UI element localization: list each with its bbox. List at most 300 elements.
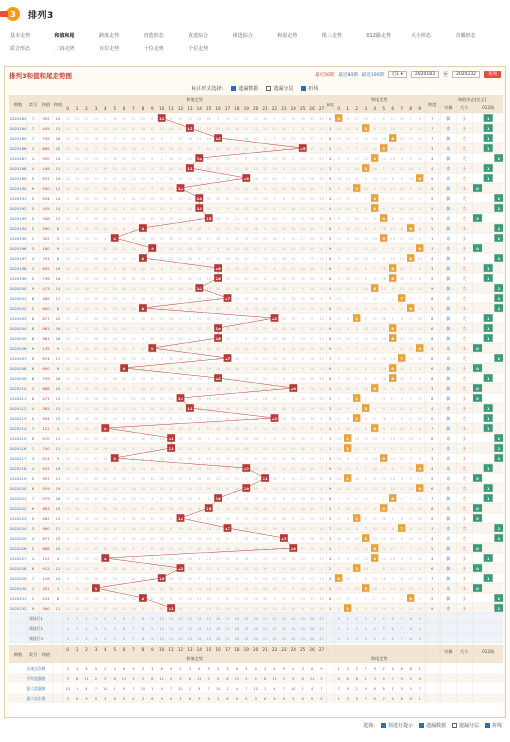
nav-item-4[interactable]: 直选综合 [188, 32, 233, 39]
sum-miss-value: 22 [169, 337, 173, 341]
row-prize: 471 [42, 396, 50, 401]
tail-miss-value: 9 [338, 157, 340, 161]
sum-miss-value: 9 [198, 607, 200, 611]
row-prize-sep: 7 [32, 136, 35, 141]
query-button[interactable]: 查询 [484, 71, 501, 78]
tail-miss-value: 6 [365, 367, 367, 371]
sum-miss-value: 6 [255, 427, 257, 431]
sum-miss-value: 21 [197, 467, 201, 471]
sum-miss-value: 35 [160, 147, 164, 151]
tail-miss-value: 14 [418, 157, 422, 161]
sum-miss-value: 25 [254, 527, 258, 531]
row-tail: 7 [329, 296, 332, 301]
nav-item-1[interactable]: 和值和尾 [55, 32, 100, 39]
predict-sum-cell: 1 [76, 627, 78, 631]
sum-miss-value: 14 [197, 177, 201, 181]
form-012-value: 1 [487, 427, 490, 431]
nav-item-7[interactable]: 组三走势 [322, 32, 367, 39]
form-012-value: 1 [487, 137, 490, 141]
predict-sum-cell: 9 [151, 637, 153, 641]
form-odd: 奇 [446, 506, 450, 511]
sum-miss-value: 23 [197, 167, 201, 171]
sum-miss-value: 3 [85, 447, 87, 451]
row-sum: 16 [56, 496, 61, 501]
row-sum: 16 [56, 266, 61, 271]
sum-miss-value: 14 [169, 247, 173, 251]
predict-sum-cell: 23 [282, 617, 286, 621]
sum-miss-value: 2 [236, 537, 238, 541]
tail-col-head: 5 [382, 106, 385, 111]
sum-miss-value: 37 [272, 497, 276, 501]
footer-option-line[interactable] [485, 722, 502, 729]
sum-miss-value: 27 [122, 557, 126, 561]
sum-miss-value: 24 [225, 557, 229, 561]
sum-miss-value: 32 [150, 597, 154, 601]
sum-miss-value: 16 [188, 497, 192, 501]
sum-miss-value: 22 [216, 297, 220, 301]
sum-miss-value: 34 [263, 347, 267, 351]
stats-sum-cell: 2 [208, 677, 210, 681]
sum-miss-value: 18 [282, 277, 286, 281]
row-sum: 19 [56, 176, 61, 181]
predict-sum-cell: 24 [291, 617, 295, 621]
nav-item-13[interactable]: 百位走势 [99, 45, 144, 52]
sum-miss-value: 19 [188, 287, 192, 291]
sum-miss-value: 19 [197, 397, 201, 401]
tail-miss-value: 11 [409, 517, 413, 521]
sum-miss-value: 21 [178, 147, 182, 151]
footer-header-tail: 和尾走势 [371, 655, 389, 662]
trend-nav [0, 32, 510, 52]
sum-miss-value: 34 [263, 197, 267, 201]
sum-miss-value: 37 [141, 347, 145, 351]
sum-col-head: 8 [142, 106, 145, 111]
sum-miss-value: 16 [75, 507, 79, 511]
sum-miss-value: 26 [254, 217, 258, 221]
sum-miss-value: 5 [245, 547, 247, 551]
tail-miss-value: 4 [401, 557, 403, 561]
sum-miss-value: 30 [254, 207, 258, 211]
form-012-value: 1 [487, 417, 490, 421]
tail-miss-value: 17 [355, 497, 359, 501]
tail-miss-value: 5 [356, 287, 358, 291]
sum-miss-value: 25 [75, 357, 79, 361]
sum-miss-value: 15 [263, 457, 267, 461]
sum-miss-value: 1 [264, 267, 266, 271]
sum-miss-value: 20 [197, 267, 201, 271]
predict-sum-cell: 5 [114, 637, 116, 641]
sum-miss-value: 20 [75, 167, 79, 171]
tail-miss-value: 14 [409, 607, 413, 611]
stats-sum-cell: 2 [132, 677, 134, 681]
sum-miss-value: 37 [131, 457, 135, 461]
form-odd: 偶 [446, 196, 450, 201]
predict-sum-cell: 5 [114, 627, 116, 631]
sum-hit-value: 9 [151, 246, 154, 251]
sum-miss-value: 28 [310, 177, 314, 181]
form-big: 大 [462, 336, 466, 341]
tail-miss-value: 20 [346, 187, 350, 191]
row-span: 3 [431, 526, 434, 531]
sum-miss-value: 5 [264, 187, 266, 191]
form-012-value: 0 [476, 507, 479, 511]
sum-miss-value: 6 [283, 167, 285, 171]
tail-miss-value: 9 [383, 407, 385, 411]
tail-miss-value: 16 [409, 167, 413, 171]
sum-hit-value: 17 [225, 526, 231, 531]
recent-50-link[interactable]: 最近50期 [315, 72, 334, 78]
footer-sum-col-head: 16 [215, 647, 221, 652]
sum-col-head: 1 [76, 106, 79, 111]
sum-miss-value: 34 [188, 417, 192, 421]
nav-item-12[interactable]: 二码走势 [55, 45, 100, 52]
sum-miss-value: 35 [75, 427, 79, 431]
sum-miss-value: 23 [122, 607, 126, 611]
sum-miss-value: 8 [123, 227, 125, 231]
row-prize: 554 [42, 196, 50, 201]
row-issue: 2020225 [10, 536, 27, 541]
sum-miss-value: 16 [225, 247, 229, 251]
row-issue: 2020206 [10, 346, 27, 351]
sum-miss-value: 13 [216, 417, 220, 421]
nav-item-8[interactable]: 012路走势 [366, 32, 411, 39]
sum-miss-value: 8 [76, 127, 78, 131]
tail-miss-value: 6 [347, 517, 349, 521]
sum-miss-value: 10 [291, 237, 295, 241]
checkbox-icon[interactable] [231, 86, 236, 91]
tail-hit-value: 6 [391, 266, 394, 271]
option-polyline[interactable] [301, 85, 318, 92]
predict-sum-cell: 5 [114, 617, 116, 621]
form-big: 小 [462, 306, 466, 311]
sum-miss-value: 8 [161, 267, 163, 271]
sum-miss-value: 22 [178, 227, 182, 231]
checkbox-icon[interactable] [266, 86, 271, 91]
predict-sum-cell: 0 [67, 637, 69, 641]
sum-miss-value: 31 [75, 367, 79, 371]
option-missing-layer[interactable] [266, 85, 293, 92]
tail-miss-value: 3 [338, 227, 340, 231]
checkbox-icon[interactable] [381, 723, 386, 728]
row-issue: 2020197 [10, 256, 27, 261]
sum-miss-value: 37 [178, 277, 182, 281]
sum-miss-value: 24 [160, 297, 164, 301]
sum-miss-value: 35 [272, 397, 276, 401]
nav-item-5[interactable]: 组选综合 [233, 32, 278, 39]
tail-miss-value: 20 [409, 237, 413, 241]
sum-miss-value: 2 [151, 607, 153, 611]
sum-miss-value: 15 [141, 117, 145, 121]
footer-sum-col-head: 12 [178, 647, 184, 652]
sum-miss-value: 4 [104, 177, 106, 181]
sum-miss-value: 12 [235, 217, 239, 221]
sum-miss-value: 20 [244, 377, 248, 381]
tail-miss-value: 7 [338, 497, 340, 501]
stats-tail-cell: 9 [401, 677, 403, 681]
row-issue: 2020232 [10, 606, 27, 611]
sum-miss-value: 18 [291, 207, 295, 211]
sum-miss-value: 17 [122, 257, 126, 261]
sum-miss-value: 1 [142, 447, 144, 451]
stats-tail-cell: 1 [419, 697, 421, 701]
tail-miss-value: 7 [419, 297, 421, 301]
sum-miss-value: 32 [188, 527, 192, 531]
row-prize-sep: 9 [32, 186, 35, 191]
row-prize-sep: 3 [32, 526, 35, 531]
sum-miss-value: 1 [226, 237, 228, 241]
tail-miss-value: 20 [337, 487, 341, 491]
sum-miss-value: 1 [123, 527, 125, 531]
recent-80-link[interactable]: 最近80期 [338, 72, 357, 78]
row-tail: 8 [329, 256, 332, 261]
sum-miss-value: 40 [235, 287, 239, 291]
row-sum: 16 [56, 376, 61, 381]
sum-miss-value: 4 [302, 577, 304, 581]
sum-miss-value: 29 [235, 447, 239, 451]
tail-miss-value: 10 [346, 137, 350, 141]
sum-miss-value: 33 [150, 217, 154, 221]
row-prize: 118 [42, 576, 50, 581]
sum-miss-value: 32 [160, 237, 164, 241]
sum-miss-value: 31 [263, 547, 267, 551]
nav-item-15[interactable]: 个位走势 [188, 45, 233, 52]
sum-miss-value: 36 [207, 117, 211, 121]
footer-sum-col-head: 7 [132, 647, 135, 652]
sum-miss-value: 31 [244, 227, 248, 231]
sum-miss-value: 36 [319, 347, 323, 351]
sum-miss-value: 40 [131, 577, 135, 581]
sum-miss-value: 2 [161, 177, 163, 181]
sum-miss-value: 40 [216, 357, 220, 361]
row-issue: 2020223 [10, 516, 27, 521]
row-prize-sep: 6 [32, 566, 35, 571]
sum-miss-value: 2 [264, 137, 266, 141]
sum-miss-value: 40 [272, 217, 276, 221]
app-header [0, 0, 510, 28]
tail-hit-value: 9 [418, 176, 421, 181]
sum-miss-value: 22 [272, 457, 276, 461]
option-missing-data[interactable] [231, 85, 258, 92]
checkbox-icon[interactable] [419, 723, 424, 728]
to-issue-input[interactable]: 2020232 [452, 71, 480, 78]
nav-item-3[interactable]: 直选形态 [144, 32, 189, 39]
tail-col-head: 1 [346, 106, 349, 111]
nav-item-6[interactable]: 和尾走势 [277, 32, 322, 39]
row-prize: 957 [42, 476, 50, 481]
sum-miss-value: 28 [103, 217, 107, 221]
predict-sum-cell: 1 [76, 617, 78, 621]
sum-miss-value: 11 [282, 207, 286, 211]
sum-miss-value: 12 [254, 327, 258, 331]
sum-col-head: 27 [319, 106, 325, 111]
checkbox-icon[interactable] [301, 86, 306, 91]
sum-miss-value: 18 [188, 347, 192, 351]
sum-miss-value: 11 [216, 527, 220, 531]
stats-tail-cell: 9 [374, 697, 376, 701]
sum-miss-value: 23 [141, 467, 145, 471]
sum-miss-value: 16 [310, 357, 314, 361]
footer-option-predict[interactable] [381, 722, 413, 729]
nav-item-11[interactable]: 质合形态 [10, 45, 55, 52]
sum-miss-value: 39 [141, 127, 145, 131]
sum-miss-value: 1 [311, 487, 313, 491]
sum-miss-value: 33 [282, 327, 286, 331]
stats-tail-cell: 3 [347, 697, 349, 701]
row-span: 6 [431, 506, 434, 511]
sum-miss-value: 34 [263, 377, 267, 381]
nav-item-14[interactable]: 十位走势 [144, 45, 189, 52]
tail-hit-value: 6 [391, 376, 394, 381]
row-prize-sep: 5 [32, 206, 35, 211]
form-012-value: 0 [476, 387, 479, 391]
form-012-value: 2 [498, 447, 501, 451]
row-issue: 2020209 [10, 376, 27, 381]
stats-sum-cell: 1 [226, 687, 228, 691]
predict-tail-cell: 3 [365, 627, 367, 631]
sum-miss-value: 32 [122, 307, 126, 311]
form-big: 大 [462, 496, 466, 501]
sum-hit-value: 5 [113, 236, 116, 241]
sum-miss-value: 36 [254, 477, 258, 481]
from-issue-input[interactable]: 2020183 [411, 71, 439, 78]
tail-miss-value: 20 [355, 237, 359, 241]
option-label: 遗漏分层 [273, 86, 293, 92]
tail-miss-value: 6 [374, 217, 376, 221]
tail-miss-value: 10 [337, 437, 341, 441]
sum-miss-value: 1 [76, 537, 78, 541]
tail-miss-value: 2 [356, 347, 358, 351]
recent-100-link[interactable]: 最近100期 [362, 72, 384, 78]
range-select[interactable]: 近1 ▾ [388, 71, 407, 78]
sum-miss-value: 17 [310, 337, 314, 341]
stats-sum-cell: 5 [292, 677, 294, 681]
tail-miss-value: 12 [373, 347, 377, 351]
checkbox-icon[interactable] [452, 723, 457, 728]
tail-miss-value: 9 [410, 157, 412, 161]
sum-miss-value: 21 [282, 437, 286, 441]
tail-miss-value: 3 [374, 277, 376, 281]
row-tail: 9 [329, 246, 332, 251]
sum-miss-value: 39 [113, 307, 117, 311]
checkbox-icon[interactable] [485, 723, 490, 728]
row-prize: 937 [42, 176, 50, 181]
tail-miss-value: 18 [337, 477, 341, 481]
tail-miss-value: 10 [391, 487, 395, 491]
stats-sum-cell: 3 [302, 667, 304, 671]
sum-miss-value: 39 [66, 467, 70, 471]
sum-miss-value: 34 [131, 527, 135, 531]
sum-miss-value: 24 [310, 307, 314, 311]
footer-option-layer[interactable] [452, 722, 479, 729]
tail-miss-value: 4 [410, 407, 412, 411]
sum-miss-value: 15 [66, 317, 70, 321]
sum-miss-value: 39 [122, 277, 126, 281]
sum-miss-value: 25 [254, 417, 258, 421]
row-sum: 12 [56, 396, 61, 401]
nav-item-2[interactable]: 跨度走势 [99, 32, 144, 39]
sum-miss-value: 36 [113, 587, 117, 591]
sum-miss-value: 15 [113, 387, 117, 391]
row-issue: 2020217 [10, 456, 27, 461]
row-span: 9 [431, 606, 434, 611]
tail-miss-value: 6 [365, 267, 367, 271]
sum-miss-value: 18 [84, 237, 88, 241]
sum-miss-value: 17 [84, 157, 88, 161]
sum-hit-value: 8 [142, 596, 145, 601]
stats-sum-cell: 3 [292, 697, 294, 701]
sum-miss-value: 20 [94, 597, 98, 601]
stats-sum-cell: 0 [142, 667, 144, 671]
sum-col-head: 22 [272, 106, 278, 111]
sum-miss-value: 38 [244, 557, 248, 561]
sum-miss-value: 2 [217, 207, 219, 211]
mark-options [5, 85, 505, 92]
predict-sum-cell: 2 [85, 617, 87, 621]
sum-miss-value: 25 [150, 307, 154, 311]
sum-miss-value: 23 [254, 497, 258, 501]
sum-miss-value: 20 [150, 197, 154, 201]
row-span: 8 [431, 316, 434, 321]
sum-miss-value: 39 [272, 167, 276, 171]
sum-miss-value: 38 [263, 147, 267, 151]
sum-miss-value: 2 [302, 257, 304, 261]
sum-miss-value: 9 [85, 247, 87, 251]
row-tail: 6 [329, 376, 332, 381]
nav-item-10[interactable]: 奇偶形态 [455, 32, 500, 39]
row-prize-sep: 5 [32, 196, 35, 201]
predict-sum-cell: 11 [169, 637, 173, 641]
sum-miss-value: 23 [178, 497, 182, 501]
sum-miss-value: 37 [188, 537, 192, 541]
tail-miss-value: 7 [410, 497, 412, 501]
nav-item-0[interactable]: 基本走势 [10, 32, 55, 39]
tail-miss-value: 7 [347, 147, 349, 151]
form-big: 小 [462, 256, 466, 261]
nav-item-9[interactable]: 大小形态 [411, 32, 456, 39]
sum-miss-value: 16 [301, 397, 305, 401]
form-012-value: 1 [487, 267, 490, 271]
stats-sum-cell: 7 [320, 687, 322, 691]
sum-miss-value: 18 [66, 547, 70, 551]
sum-miss-value: 22 [254, 237, 258, 241]
row-sum: 22 [56, 316, 61, 321]
trend-table-svg [9, 95, 503, 715]
sum-miss-value: 31 [103, 407, 107, 411]
sum-miss-value: 9 [151, 427, 153, 431]
tail-miss-value: 4 [374, 357, 376, 361]
tail-miss-value: 2 [419, 597, 421, 601]
header-tail: 和尾走势 [371, 96, 389, 103]
row-span: 1 [431, 236, 434, 241]
tail-miss-value: 4 [374, 407, 376, 411]
footer-option-missing[interactable] [419, 722, 446, 729]
sum-hit-value: 4 [104, 556, 107, 561]
row-sum: 15 [56, 216, 61, 221]
sum-miss-value: 40 [216, 177, 220, 181]
tail-hit-value: 8 [409, 306, 412, 311]
sum-miss-value: 24 [235, 187, 239, 191]
tail-miss-value: 11 [373, 317, 377, 321]
sum-miss-value: 32 [150, 127, 154, 131]
footer-sum-col-head: 14 [197, 647, 203, 652]
sum-miss-value: 15 [160, 557, 164, 561]
tail-miss-value: 12 [373, 147, 377, 151]
tail-hit-value: 1 [346, 446, 349, 451]
tail-miss-value: 9 [401, 507, 403, 511]
row-tail: 3 [329, 166, 332, 171]
sum-miss-value: 38 [282, 407, 286, 411]
predict-tail-cell: 3 [365, 617, 367, 621]
